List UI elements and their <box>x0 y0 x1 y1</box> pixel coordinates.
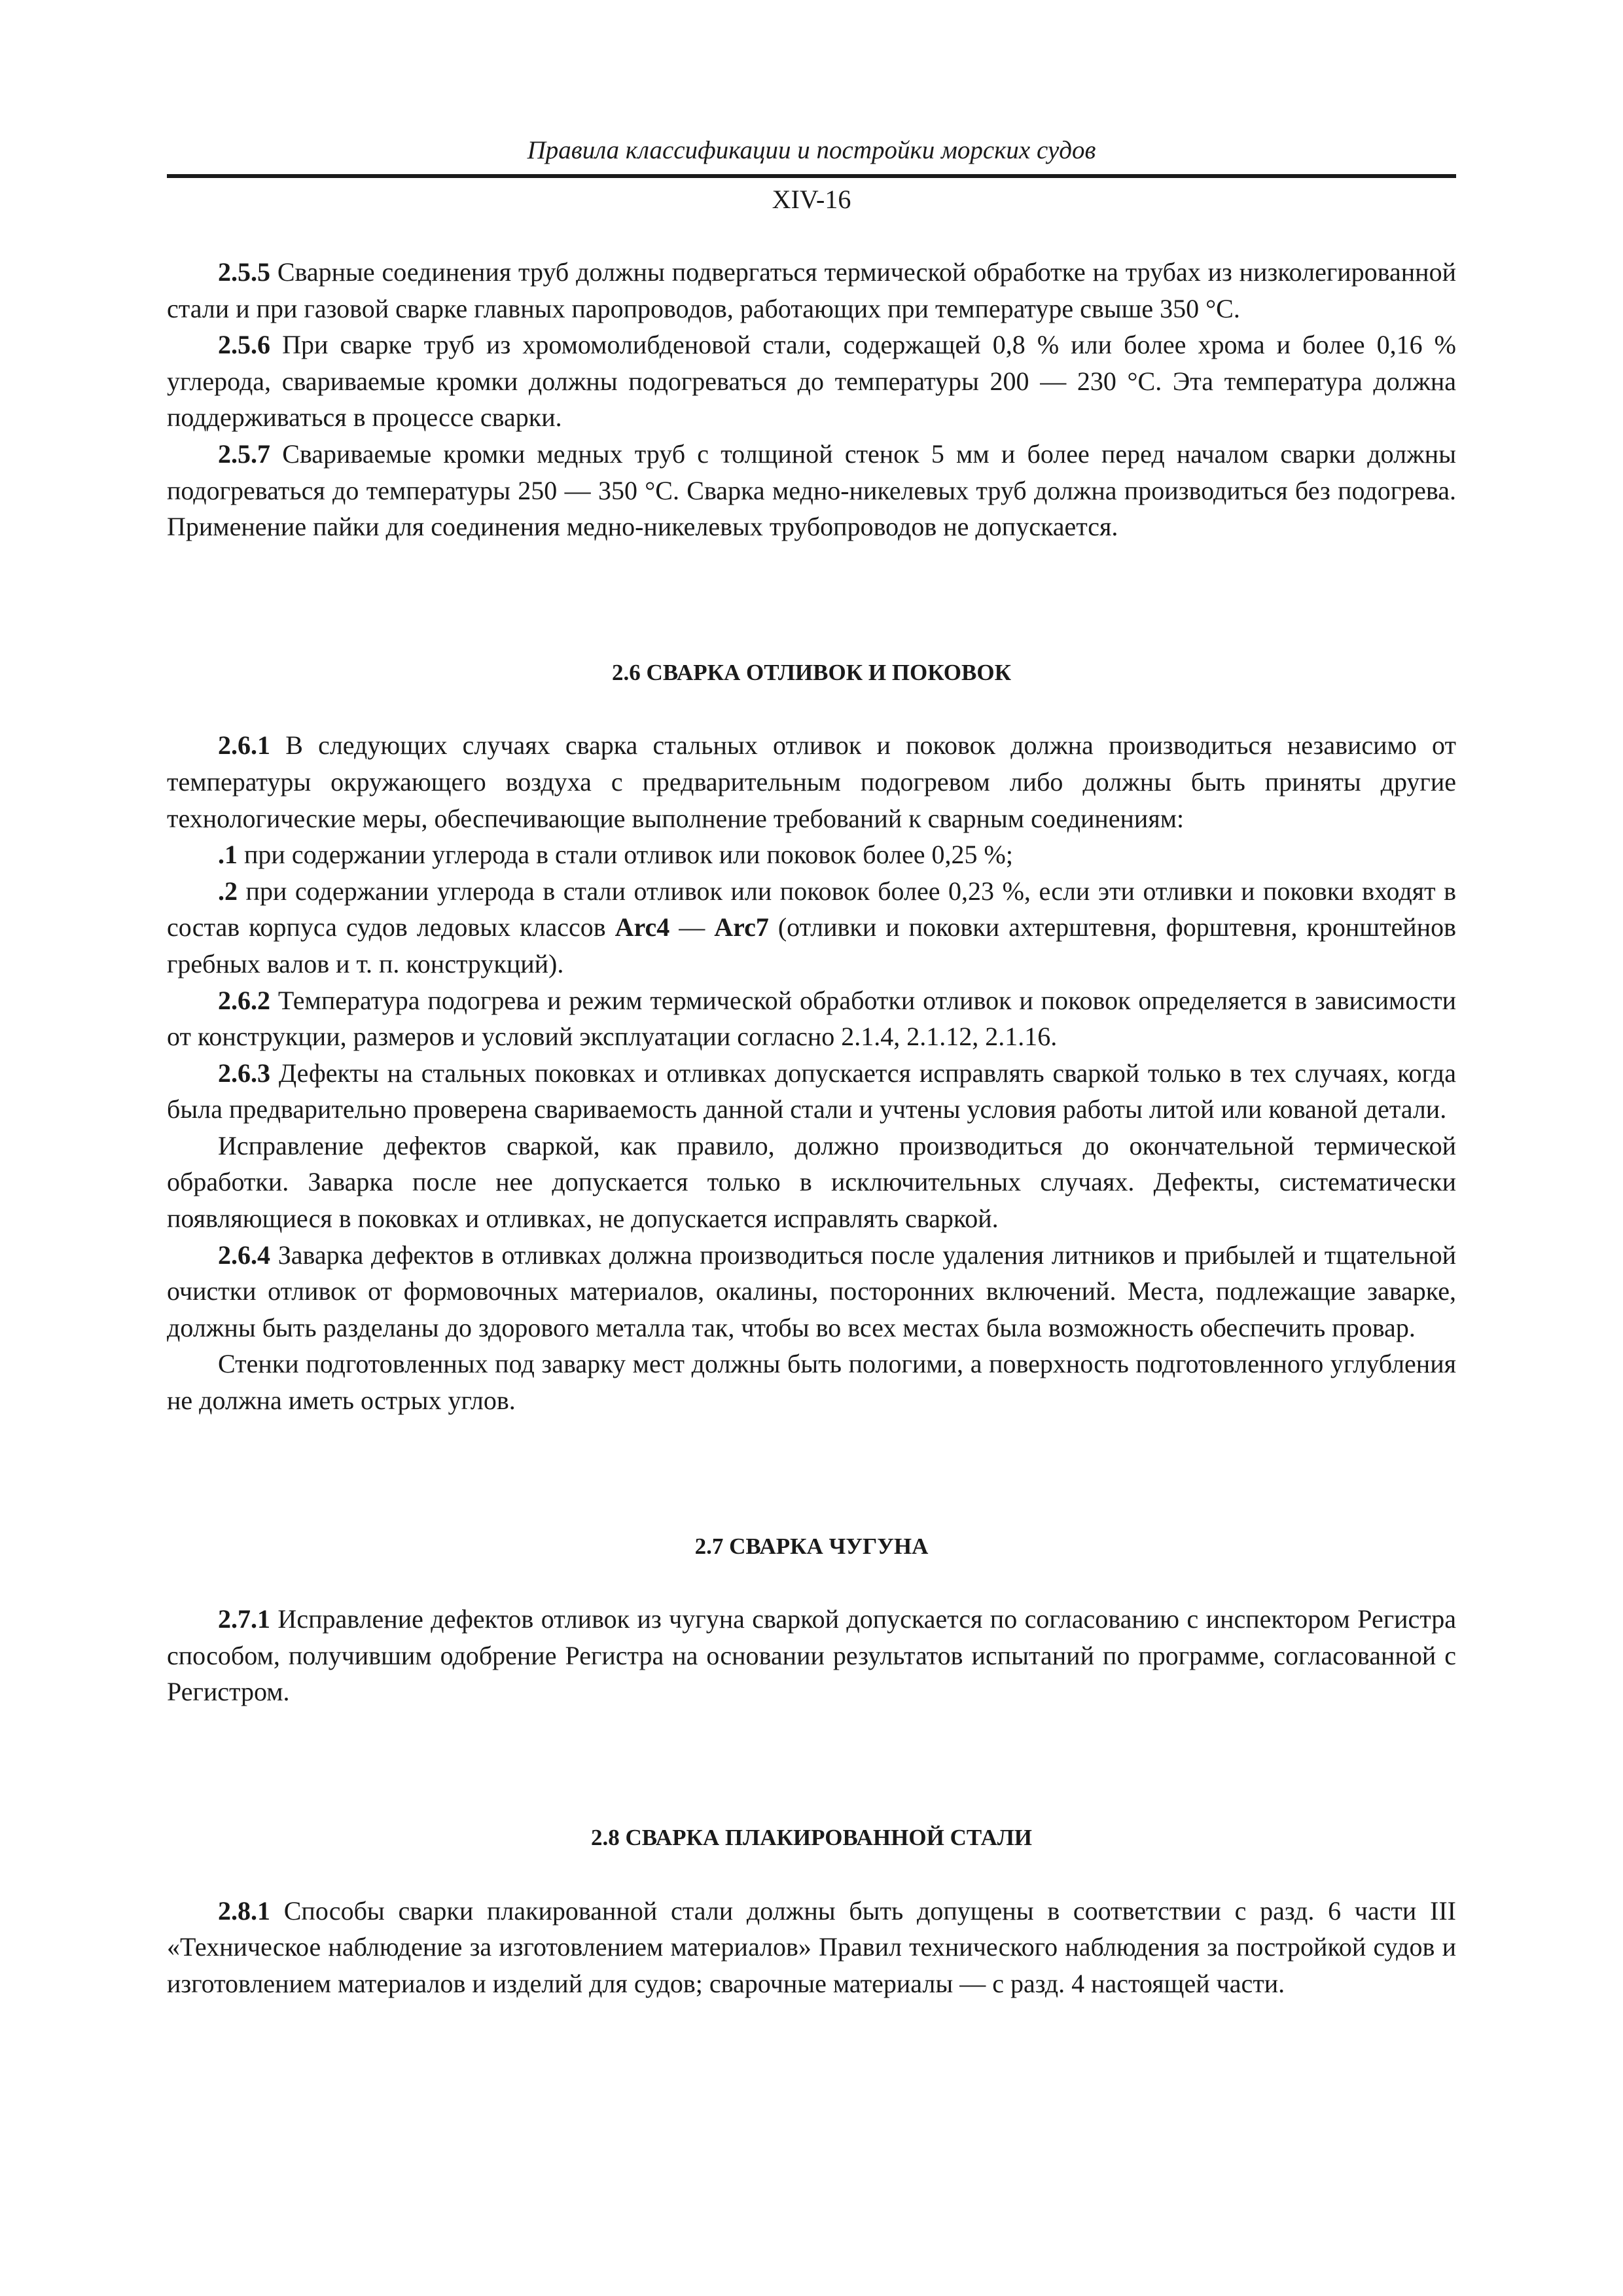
paragraph-2-6-3 <box>167 1055 1456 1128</box>
clause-number: 2.7.1 <box>218 1604 270 1634</box>
dash: — <box>669 912 715 942</box>
clause-number: 2.6.2 <box>218 985 270 1015</box>
paragraph-2-6-4 <box>167 1237 1456 1346</box>
clause-text: Температура подогрева и режим термической обработки отливок и поковок определяется в зависимости от конструкции, размеров и условий эксплуатации согласно 2.1.4, 2.1.12, 2.1.16. <box>167 985 1456 1052</box>
list-item-2 <box>167 873 1456 982</box>
paragraph-2-6-2 <box>167 982 1456 1055</box>
paragraph-2-8-1 <box>167 1893 1456 2002</box>
paragraph-2-7-1 <box>167 1601 1456 1710</box>
clause-number: 2.6.4 <box>218 1240 270 1270</box>
clause-number: 2.6.1 <box>218 730 270 761</box>
clause-text: Способы сварки плакированной стали должны быть допущены в соответствии с разд. 6 части III «Техническое наблюдение за изготовлением материалов» Правил технического наблюдения за постройкой судов и изготовлением материалов и изделий для судов; сварочные материалы — с разд. 4 настоящей части. <box>167 1895 1456 1998</box>
paragraph-2-6-1 <box>167 727 1456 836</box>
clause-text: Свариваемые кромки медных труб с толщиной стенок 5 мм и более перед началом сварки должны подогреваться до температуры 250 — 350 °С. Сварка медно-никелевых труб должна производиться без подогрева. Применение пайки для соединения медно-никелевых трубопроводов не допускается. <box>167 439 1456 542</box>
ice-class-arc7: Arc7 <box>714 912 769 942</box>
clause-text: При сварке труб из хромомолибденовой стали, содержащей 0,8 % или более хрома и более 0,16 % углерода, свариваемые кромки должны подогреваться до температуры 200 — 230 °С. Эта температура должна поддерживаться в процессе сварки. <box>167 330 1456 433</box>
clause-text: Заварка дефектов в отливках должна производиться после удаления литников и прибылей и тщательной очистки отливок от формовочных материалов, окалины, посторонних включений. Места, подлежащие заварке, должны быть разделаны до здорового металла так, чтобы во всех местах была возможность обеспечить провар. <box>167 1240 1456 1342</box>
ice-class-arc4: Arc4 <box>615 912 670 942</box>
list-item-1 <box>167 836 1456 873</box>
page-number: XIV-16 <box>772 185 851 214</box>
paragraph-2-6-3-cont: Исправление дефектов сваркой, как правило, должно производиться до окончательной термической обработки. Заварка после нее допускается только в исключительных случаях. Дефекты, систематически появляющиеся в поковках и отливках, не допускается исправлять сваркой. <box>167 1130 1456 1234</box>
paragraph-2-5-6 <box>167 327 1456 436</box>
section-heading-2-7: 2.7 СВАРКА ЧУГУНА <box>694 1533 929 1559</box>
paragraph-2-6-4-cont: Стенки подготовленных под заварку мест должны быть пологими, а поверхность подготовленного углубления не должна иметь острых углов. <box>167 1349 1456 1416</box>
clause-text: В следующих случаях сварка стальных отливок и поковок должна производиться независимо от температуры окружающего воздуха с предварительным подогревом либо должны быть приняты другие технологические меры, обеспечивающие выполнение требований к сварным соединениям: <box>167 730 1456 833</box>
paragraph-2-5-5 <box>167 254 1456 327</box>
list-text: (отливки и поковки ахтерштевня, форштевня, кронштейнов гребных валов и т. п. конструкций). <box>167 912 1456 978</box>
list-text: при содержании углерода в стали отливок или поковок более 0,25 %; <box>238 840 1013 870</box>
clause-number: 2.5.5 <box>218 257 270 287</box>
list-text: при содержании углерода в стали отливок или поковок более 0,23 %, если эти отливки и поковки входят в состав корпуса судов ледовых классов <box>167 876 1456 942</box>
document-body <box>167 254 1456 2001</box>
running-header-title: Правила классификации и постройки морских судов <box>527 136 1096 164</box>
paragraph-2-5-7 <box>167 436 1456 545</box>
clause-number: 2.6.3 <box>218 1058 270 1088</box>
clause-text: Исправление дефектов отливок из чугуна сваркой допускается по согласованию с инспектором Регистра способом, получившим одобрение Регистра на основании результатов испытаний по программе, согласованной с Регистром. <box>167 1604 1456 1707</box>
clause-text: Дефекты на стальных поковках и отливках допускается исправлять сваркой только в тех случаях, когда была предварительно проверена свариваемость данной стали и учтены условия работы литой или кованой детали. <box>167 1058 1456 1124</box>
clause-number: 2.5.7 <box>218 439 270 469</box>
list-number: .1 <box>218 840 238 870</box>
clause-number: 2.5.6 <box>218 330 270 360</box>
section-heading-2-8: 2.8 СВАРКА ПЛАКИРОВАННОЙ СТАЛИ <box>590 1825 1033 1850</box>
header-rule <box>167 174 1456 178</box>
section-heading-2-6: 2.6 СВАРКА ОТЛИВОК И ПОКОВОК <box>612 659 1011 685</box>
clause-number: 2.8.1 <box>218 1895 270 1926</box>
clause-text: Сварные соединения труб должны подвергаться термической обработке на трубах из низколегированной стали и при газовой сварке главных паропроводов, работающих при температуре свыше 350 °С. <box>167 257 1456 323</box>
list-number: .2 <box>218 876 238 906</box>
